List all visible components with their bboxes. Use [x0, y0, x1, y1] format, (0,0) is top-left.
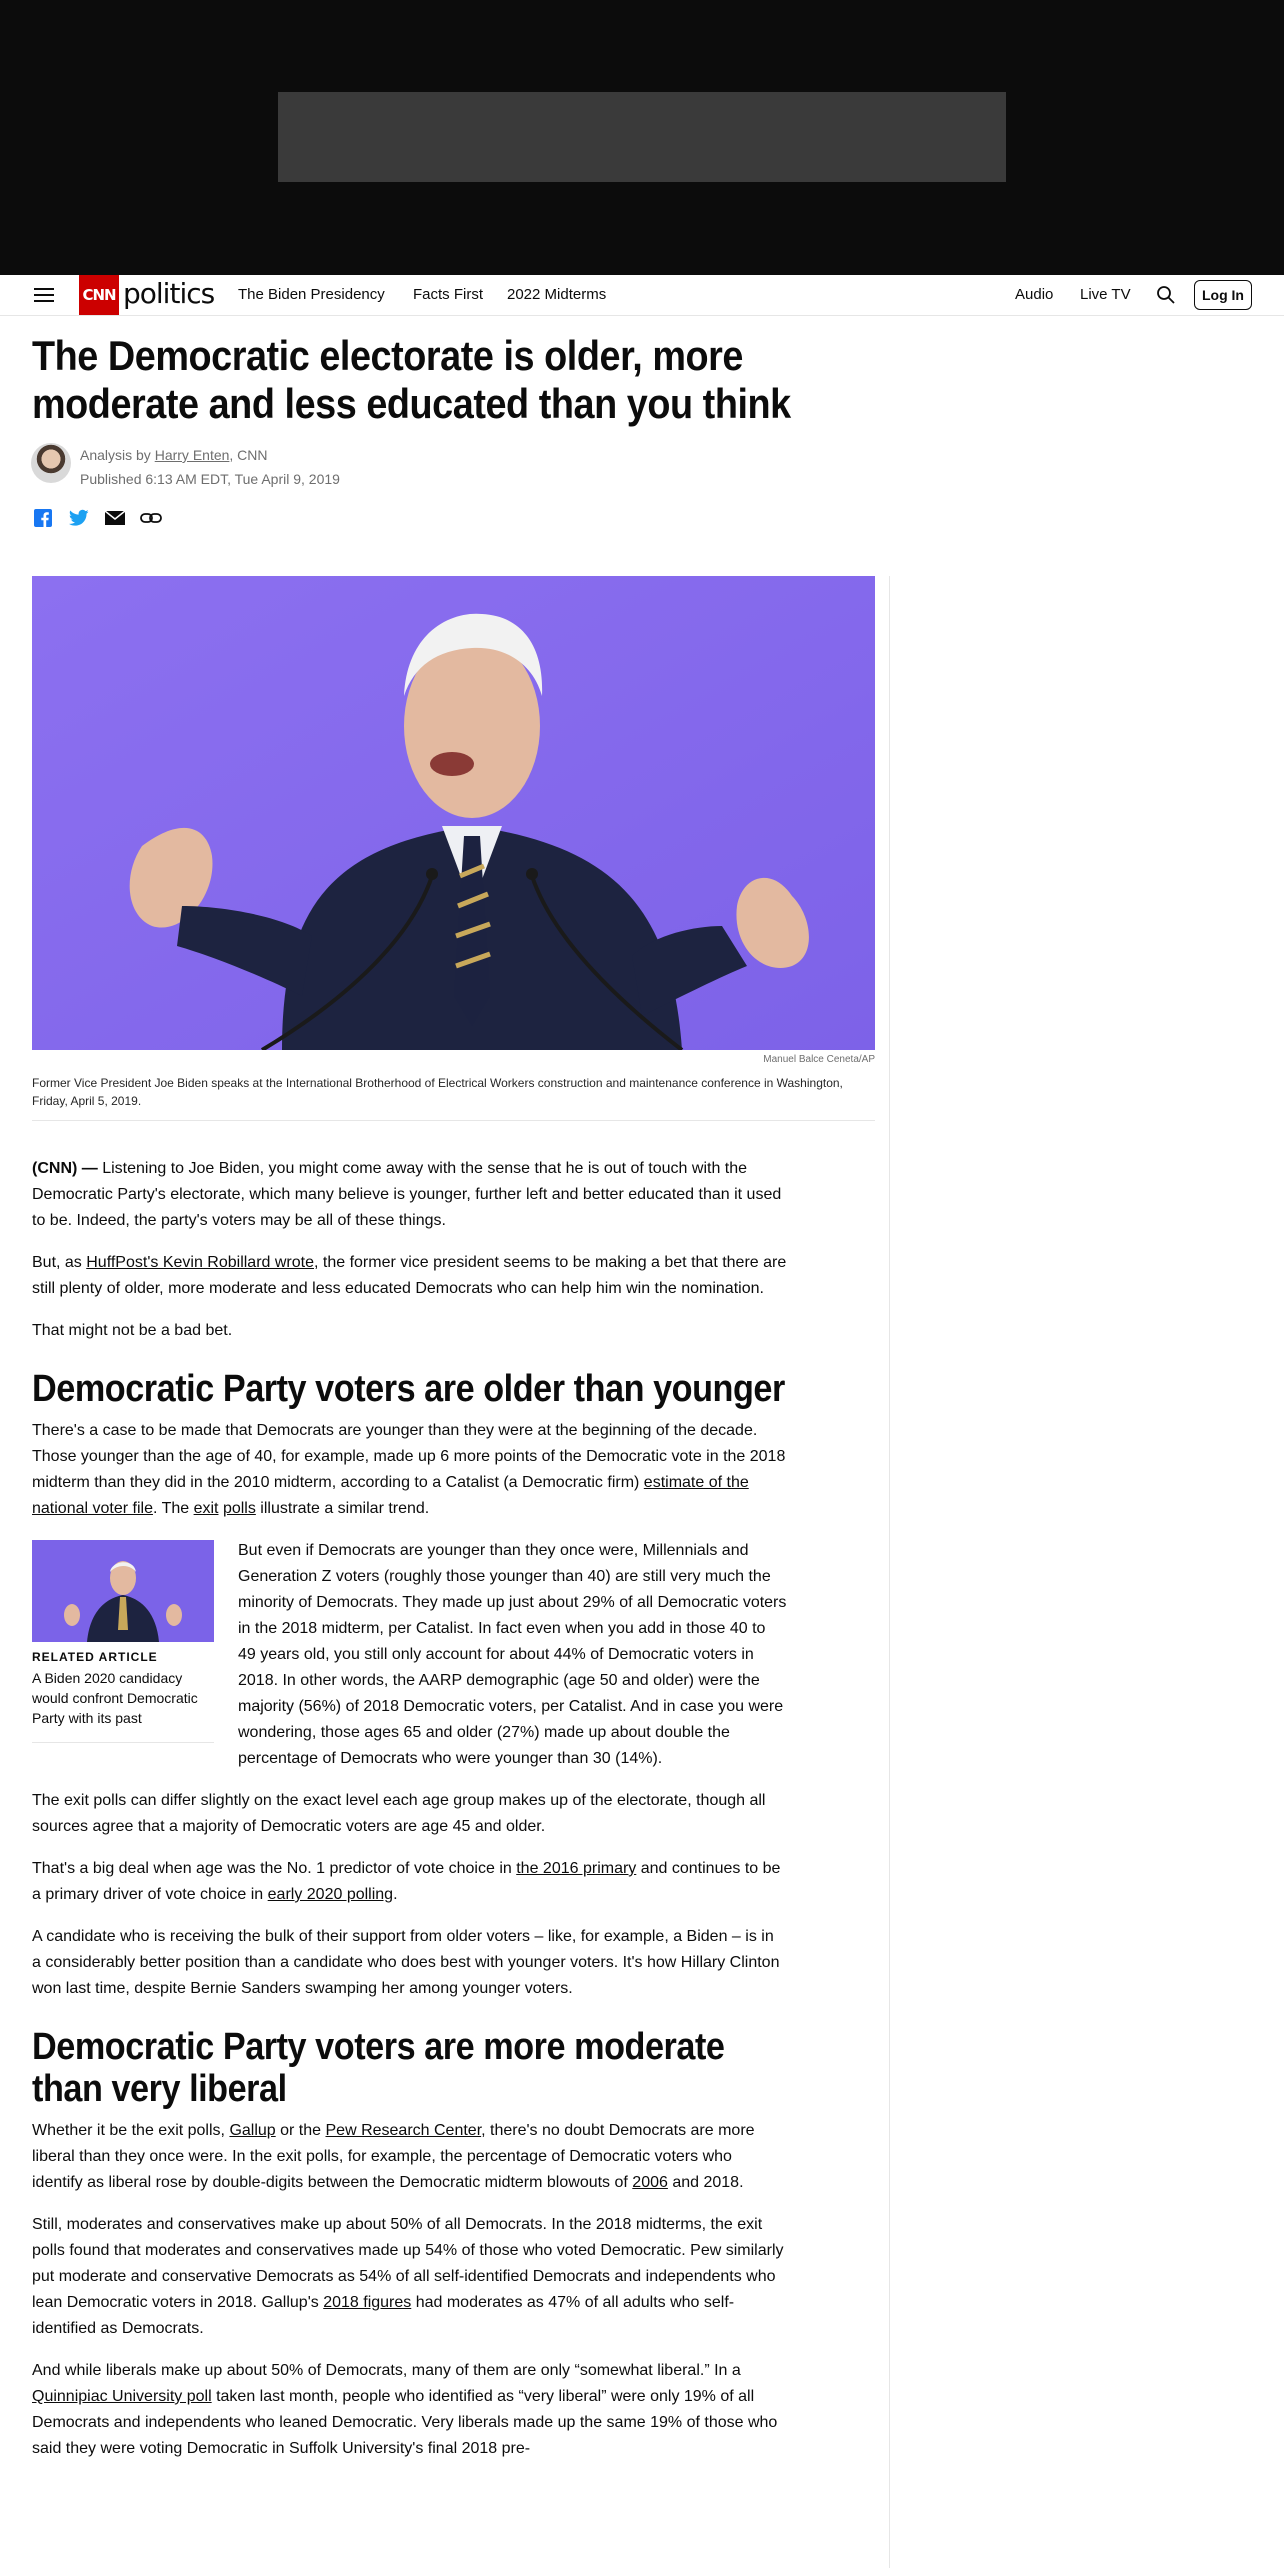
twitter-icon[interactable] — [68, 507, 90, 529]
link-voter-file-estimate[interactable]: estimate of the national voter file — [32, 1474, 749, 1517]
related-article-title[interactable]: A Biden 2020 candidacy would confront Democratic Party with its past — [32, 1670, 198, 1726]
hero-image-joe-biden — [32, 576, 875, 1050]
top-navigation-bar — [0, 275, 1284, 316]
byline-suffix: , CNN — [229, 447, 268, 463]
paragraph-text: . The — [152, 1500, 194, 1517]
paragraph-text: taken last month, people who identified as “very liberal” were only 19% of all Democrats and independents who leaned Democratic. Very liberals made up the same 19% of those who said they were voting Democratic in Suffolk University's final 2018 pre- — [32, 2388, 778, 2457]
paragraph-text: or the — [275, 2122, 326, 2139]
paragraph-2 — [32, 1250, 787, 1302]
byline — [80, 443, 340, 491]
link-gallup[interactable]: Gallup — [229, 2122, 276, 2139]
link-pew-research[interactable]: Pew Research Center — [325, 2122, 482, 2139]
paragraph-text: Listening to Joe Biden, you might come away with the sense that he is out of touch with the Democratic Party's electorate, which many believe is younger, further left and better educated than it used to be. Indeed, the party's voters may be all of these things. — [32, 1160, 782, 1229]
paragraph-4 — [32, 1418, 787, 1522]
facebook-icon[interactable] — [32, 507, 54, 529]
sidebar-divider — [889, 576, 890, 2568]
paragraph-6: The exit polls can differ slightly on the exact level each age group makes up of the electorate, though all sources agree that a majority of Democratic voters are age 45 and older. — [32, 1792, 766, 1835]
paragraph-text: But, as — [32, 1254, 87, 1271]
image-caption: Former Vice President Joe Biden speaks at the International Brotherhood of Electrical Workers construction and maintenance conference in Washington, Friday, April 5, 2019. — [32, 1074, 875, 1121]
link-2006[interactable]: 2006 — [632, 2174, 668, 2191]
paragraph-text: Whether it be the exit polls, — [32, 2122, 230, 2139]
article-headline: The Democratic electorate is older, more moderate and less educated than you think — [32, 332, 791, 427]
paragraph-text: , the former vice president seems to be making a bet that there are still plenty of older, more moderate and less educated Democrats who can help him win the nomination. — [32, 1254, 787, 1297]
search-icon[interactable] — [1156, 285, 1176, 305]
share-bar — [32, 507, 162, 529]
nav-link-biden-presidency[interactable]: The Biden Presidency — [238, 286, 385, 303]
link-2018-figures[interactable]: 2018 figures — [323, 2294, 412, 2311]
nav-link-facts-first[interactable]: Facts First — [413, 286, 483, 303]
nav-link-2022-midterms[interactable]: 2022 Midterms — [507, 286, 607, 303]
menu-icon[interactable] — [34, 285, 54, 305]
email-icon[interactable] — [104, 507, 126, 529]
paragraph-3: That might not be a bad bet. — [32, 1322, 233, 1339]
related-article-card[interactable] — [32, 1540, 214, 1743]
link-2016-primary[interactable]: the 2016 primary — [516, 1860, 637, 1877]
article-body — [32, 1156, 787, 2478]
paragraph-text: . — [393, 1886, 398, 1903]
paragraph-text: , there's no doubt Democrats are more liberal than they once were. In the exit polls, for example, the percentage of Democratic voters who identify as liberal rose by double-digits between the Democratic midterm blowouts of — [32, 2122, 755, 2191]
section-heading-older: Democratic Party voters are older than younger — [32, 1368, 785, 1410]
paragraph-7 — [32, 1856, 787, 1908]
link-early-2020-polling[interactable]: early 2020 polling — [267, 1886, 394, 1903]
paragraph-text: illustrate a similar trend. — [255, 1500, 430, 1517]
link-exit[interactable]: exit — [193, 1500, 219, 1517]
link-icon[interactable] — [140, 507, 162, 529]
paragraph-11 — [32, 2358, 787, 2462]
paragraph-5: But even if Democrats are younger than they once were, Millennials and Generation Z voters (roughly those younger than 40) are still very much the minority of Democrats. They made up just about 29% of all Democratic voters in the 2018 midterm, per Catalist. In fact even when you add in those 40 to 49 years old, you still only account for about 44% of Democratic voters in 2018. In other words, the AARP demographic (age 50 and older) were the majority (56%) of 2018 Democratic voters, per Catalist. And in case you were wondering, those ages 65 and older (27%) made up about double the percentage of Democrats who were younger than 30 (14%). — [238, 1542, 787, 1767]
image-credit: Manuel Balce Ceneta/AP — [763, 1054, 875, 1065]
paragraph-text: and continues to be a primary driver of vote choice in — [32, 1860, 781, 1903]
author-link[interactable]: Harry Enten — [154, 447, 230, 463]
paragraph-text: There's a case to be made that Democrats are younger than they were at the beginning of the decade. Those younger than the age of 40, for example, made up 6 more points of the Democratic vote in the 2018 midterm than they did in the 2010 midterm, according to a Catalist (a Democratic firm) — [32, 1422, 786, 1491]
section-heading-moderate: Democratic Party voters are more moderate than very liberal — [32, 2026, 725, 2110]
ad-banner-area — [0, 0, 1284, 275]
link-polls[interactable]: polls — [222, 1500, 256, 1517]
nav-link-live-tv[interactable]: Live TV — [1080, 286, 1131, 303]
author-avatar — [31, 443, 71, 483]
paragraph-text: And while liberals make up about 50% of Democrats, many of them are only “somewhat liberal.” In a — [32, 2362, 741, 2379]
paragraph-8: A candidate who is receiving the bulk of their support from older voters – like, for example, a Biden – is in a considerably better position than a candidate who does best with younger voters. It's how Hillary Clinton won last time, despite Bernie Sanders swamping her among younger voters. — [32, 1928, 780, 1997]
login-button[interactable]: Log In — [1194, 280, 1252, 310]
nav-link-audio[interactable]: Audio — [1015, 286, 1054, 303]
paragraph-text: had moderates as 47% of all adults who self-identified as Democrats. — [32, 2294, 735, 2337]
link-quinnipiac-poll[interactable]: Quinnipiac University poll — [32, 2388, 212, 2405]
ad-placeholder[interactable] — [278, 92, 1006, 182]
paragraph-9 — [32, 2118, 787, 2196]
paragraph-10 — [32, 2212, 787, 2342]
paragraph-text: and 2018. — [667, 2174, 744, 2191]
link-huffpost-robillard[interactable]: HuffPost's Kevin Robillard wrote — [86, 1254, 314, 1271]
paragraph-1 — [32, 1156, 787, 1234]
byline-prefix: Analysis by — [80, 447, 155, 463]
politics-section-logo[interactable]: politics — [123, 277, 215, 310]
cnn-logo[interactable]: CNN — [79, 275, 119, 315]
related-article-thumbnail[interactable] — [32, 1540, 214, 1642]
paragraph-text: That's a big deal when age was the No. 1 predictor of vote choice in — [32, 1860, 517, 1877]
paragraph-text: Still, moderates and conservatives make up about 50% of all Democrats. In the 2018 midterms, the exit polls found that moderates and conservatives made up 54% of those who voted Democratic. Pew similarly put moderate and conservative Democrats as 54% of all self-identified Democrats and independents who lean Democratic voters in 2018. Gallup's — [32, 2216, 784, 2311]
related-article-kicker: RELATED ARTICLE — [32, 1650, 158, 1664]
published-timestamp: Published 6:13 AM EDT, Tue April 9, 2019 — [80, 471, 340, 487]
cnn-dateline: (CNN) — — [32, 1160, 98, 1177]
